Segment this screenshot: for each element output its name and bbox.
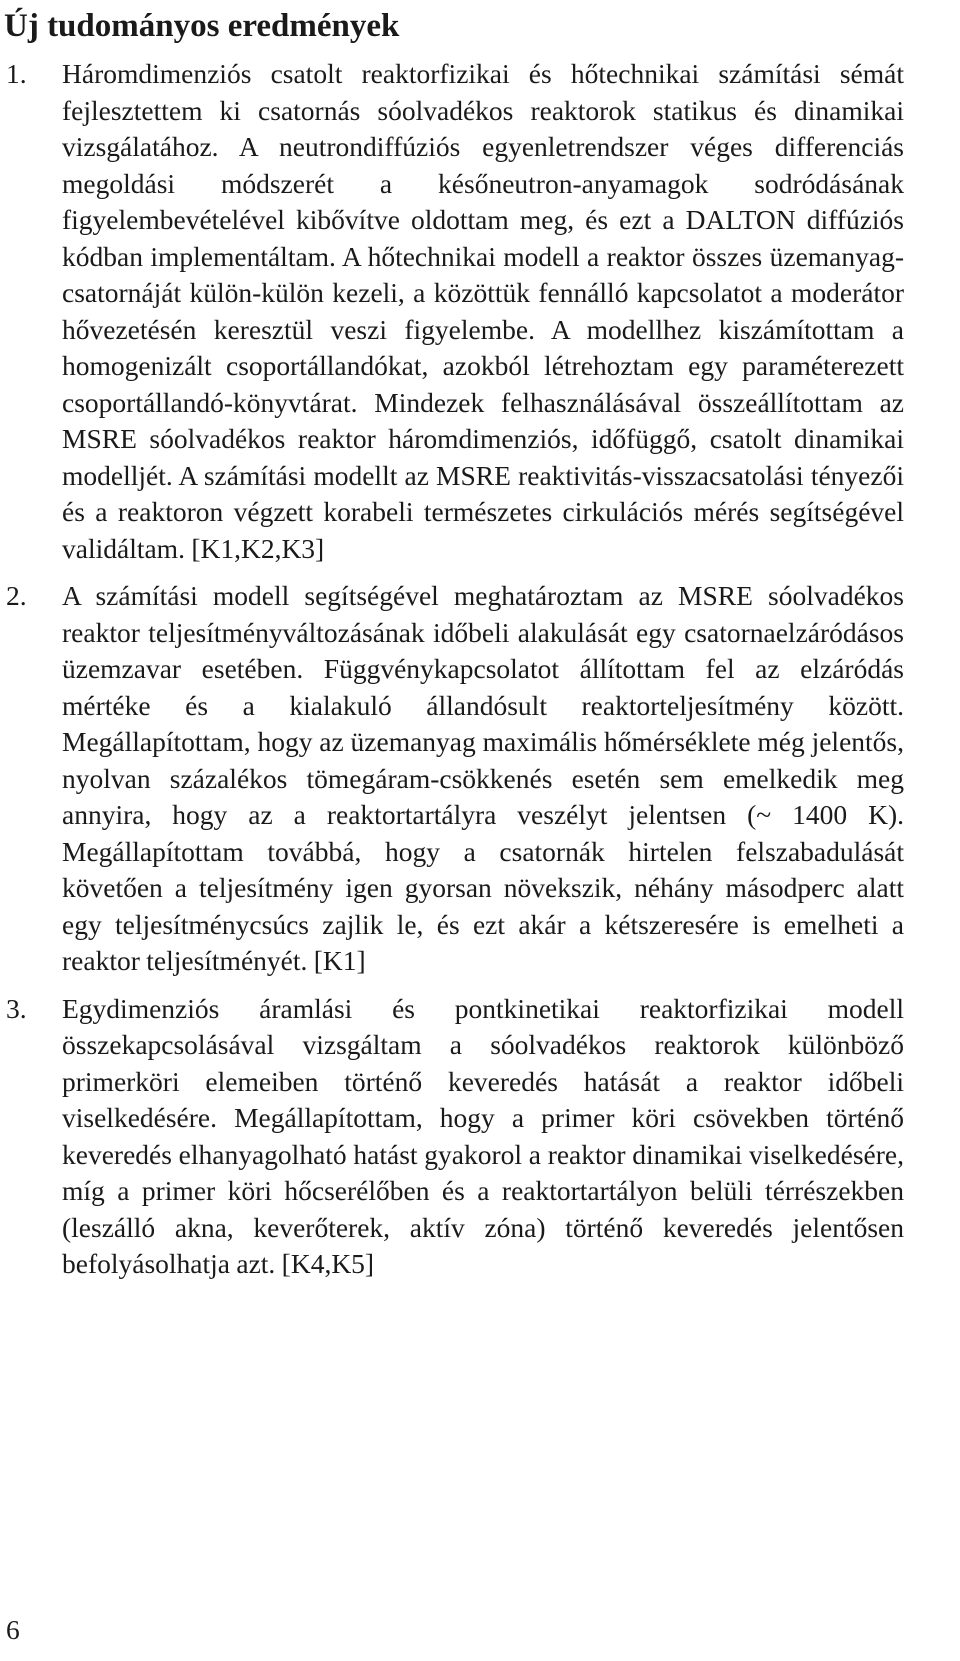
result-number: 1. — [6, 58, 27, 89]
result-number: 2. — [6, 580, 27, 611]
section-heading: Új tudományos eredmények — [4, 8, 400, 44]
result-item-2 — [0, 578, 960, 980]
result-text: Egydimenziós áramlási és pontkinetikai reaktorfizikai modell összekapcsolásával vizsgáltam a sóolvadékos reaktorok különböző primerköri elemeiben történő keveredés hatását a reaktor időbeli viselkedésére. Megállapítottam, hogy a primer köri csövekben történő keveredés elhanyagolható hatást gyakorol a reaktor dinamikai viselkedésére, míg a primer köri hőcserélőben és a reaktortartályon belüli térrészekben (leszálló akna, keverőterek, aktív zóna) történő keveredés jelentősen befolyásolhatja azt. [K4,K5] — [62, 992, 904, 1279]
page-number: 6 — [6, 1614, 20, 1645]
result-text: Háromdimenziós csatolt reaktorfizikai és hőtechnikai számítási sémát fejlesztettem ki csatornás sóolvadékos reaktorok statikus és dinamikai vizsgálatához. A neutrondiffúziós egyenletrendszer véges differenciás megoldási módszerét a későneutron-anyamagok sodródásának figyelembevételével kibővítve oldottam meg, és ezt a DALTON diffúziós kódban implementáltam. A hőtechnikai modell a reaktor összes üzemanyag-csatornáját külön-külön kezeli, a közöttük fennálló kapcsolatot a moderátor hővezetésén keresztül veszi figyelembe. A modellhez kiszámítottam a homogenizált csoportállandókat, azokból létrehoztam egy paraméterezett csoportállandó-könyvtárat. Mindezek felhasználásával összeállítottam az MSRE sóolvadékos reaktor háromdimenziós, időfüggő, csatolt dinamikai modelljét. A számítási modellt az MSRE reaktivitás-visszacsatolási tényezői és a reaktoron végzett korabeli természetes cirkulációs mérés segítségével validáltam. [K1,K2,K3] — [62, 58, 904, 564]
result-number: 3. — [6, 992, 27, 1024]
results-list — [0, 56, 960, 1294]
result-item-3 — [0, 991, 960, 1283]
result-item-1 — [0, 56, 960, 567]
result-text: A számítási modell segítségével meghatároztam az MSRE sóolvadékos reaktor teljesítményváltozásának időbeli alakulását egy csatornaelzáródásos üzemzavar esetében. Függvénykapcsolatot állítottam fel az elzáródás mértéke és a kialakuló állandósult reaktorteljesítmény között. Megállapítottam, hogy az üzemanyag maximális hőmérséklete még jelentős, nyolvan százalékos tömegáram-csökkenés esetén sem emelkedik meg annyira, hogy az a reaktortartályra veszélyt jelentsen (~ 1400 K). Megállapítottam továbbá, hogy a csatornák hirtelen felszabadulását követően a teljesítmény igen gyorsan növekszik, néhány másodperc alatt egy teljesítménycsúcs zajlik le, és ezt akár a kétszeresére is emelheti a reaktor teljesítményét. [K1] — [62, 580, 904, 976]
